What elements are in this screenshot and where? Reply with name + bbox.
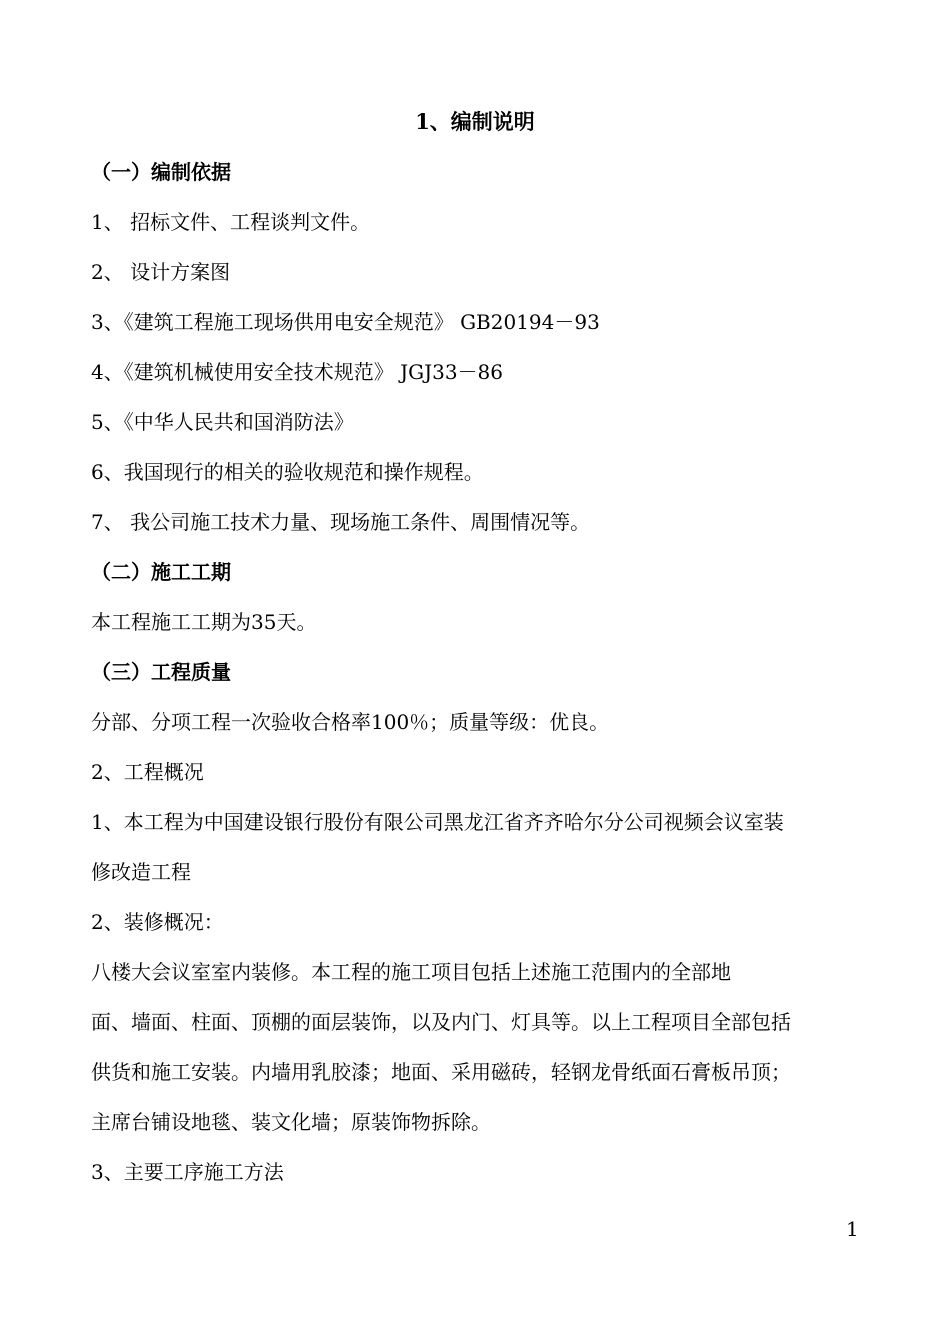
quality-text: 分部、分项工程一次验收合格率100％；质量等级：优良。 <box>91 710 610 734</box>
duration-text: 本工程施工工期为35天。 <box>91 610 317 634</box>
section-heading-basis: （一）编制依据 <box>91 160 231 184</box>
section-heading-quality: （三）工程质量 <box>91 660 231 684</box>
overview-item-1-line-1: 1、本工程为中国建设银行股份有限公司黑龙江省齐齐哈尔分公司视频会议室装 <box>91 810 784 834</box>
basis-item-2: 2、 设计方案图 <box>91 260 231 284</box>
overview-paragraph-line-3: 供货和施工安装。内墙用乳胶漆；地面、采用磁砖，轻钢龙骨纸面石膏板吊顶； <box>91 1060 791 1084</box>
overview-item-2-heading: 2、装修概况： <box>91 910 224 934</box>
basis-item-3: 3、《建筑工程施工现场供用电安全规范》 GB20194－93 <box>91 310 600 334</box>
section-heading-duration: （二）施工工期 <box>91 560 231 584</box>
page-number: 1 <box>846 1217 859 1241</box>
basis-item-4: 4、《建筑机械使用安全技术规范》 JGJ33－86 <box>91 360 503 384</box>
overview-paragraph-line-2: 面、墙面、柱面、顶棚的面层装饰，以及内门、灯具等。以上工程项目全部包括 <box>91 1010 791 1034</box>
overview-heading: 2、工程概况 <box>91 760 204 784</box>
basis-item-6: 6、我国现行的相关的验收规范和操作规程。 <box>91 460 484 484</box>
basis-item-1: 1、 招标文件、工程谈判文件。 <box>91 210 371 234</box>
basis-item-7: 7、 我公司施工技术力量、现场施工条件、周围情况等。 <box>91 510 591 534</box>
overview-paragraph-line-1: 八楼大会议室室内装修。本工程的施工项目包括上述施工范围内的全部地 <box>91 960 731 984</box>
overview-item-1-line-2: 修改造工程 <box>91 860 191 884</box>
overview-paragraph-line-4: 主席台铺设地毯、装文化墙；原装饰物拆除。 <box>91 1110 491 1134</box>
document-title: 1、编制说明 <box>415 109 535 134</box>
basis-item-5: 5、《中华人民共和国消防法》 <box>91 410 354 434</box>
methods-heading: 3、主要工序施工方法 <box>91 1160 284 1184</box>
